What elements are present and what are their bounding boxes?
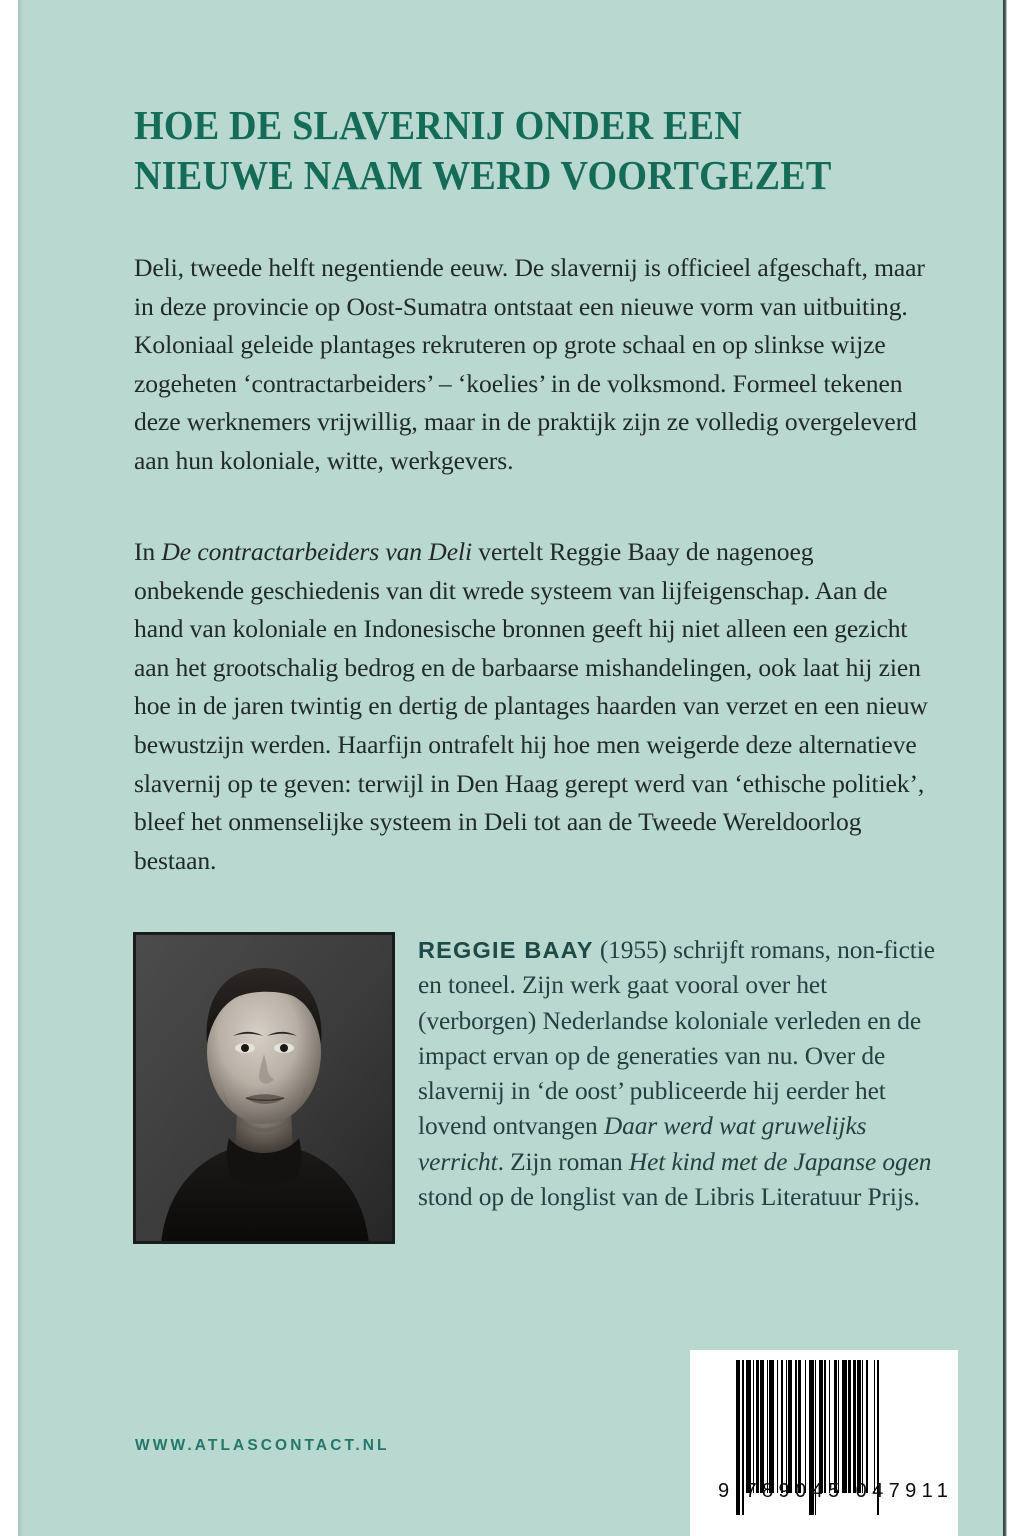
cover-panel	[18, 0, 1003, 1536]
blurb-paragraph-1-text: Deli, tweede helft negentiende eeuw. De slavernij is officieel afgeschaft, maar in deze provincie op Oost-Sumatra ontstaat een nieuwe vorm van uitbuiting. Koloniaal geleide plantages rekruteren op grote schaal en op slinkse wijze zogeheten ‘contractarbeiders’ – ‘koelies’ in de volksmond. Formeel tekenen deze werknemers vrijwillig, maar in de praktijk zijn ze volledig overgeleverd aan hun koloniale, witte, werkgevers.	[134, 253, 925, 475]
author-bio	[418, 933, 938, 1215]
blurb-paragraph-1	[134, 249, 929, 481]
barcode-bars	[736, 1360, 882, 1493]
left-fold-shadow	[18, 0, 23, 1536]
book-title-italic: De contractarbeiders van Deli	[161, 537, 472, 566]
author-bio-text-2: . Zijn roman	[497, 1147, 629, 1176]
author-bio-text-3: stond op de longlist van de Libris Literatuur Prijs.	[418, 1183, 920, 1212]
barcode-space	[879, 1360, 883, 1493]
page-title	[134, 100, 869, 200]
barcode	[690, 1350, 958, 1536]
right-white-margin	[1007, 0, 1024, 1536]
author-bio-text-1: (1955) schrijft romans, non-fictie en toneel. Zijn werk gaat vooral over het (verborgen) Nederlandse koloniale verleden en de impact ervan op de generaties van nu. Over de slavernij in ‘de oost’ publiceerde hij eerder het lovend ontvangen	[418, 936, 935, 1141]
page-title-line-1: HOE DE SLAVERNIJ ONDER EEN	[134, 102, 743, 148]
blurb-intro-text: In	[134, 537, 162, 566]
barcode-digits: 9 789045 047911	[718, 1480, 954, 1502]
blurb-paragraph-2	[134, 533, 929, 880]
blurb-paragraph-2-text: vertelt Reggie Baay de nagenoeg onbekende geschiedenis van dit wrede systeem van lijfeigenschap. Aan de hand van koloniale en Indonesische bronnen geeft hij niet alleen een gezicht aan het grootschalig bedrog en de barbaarse mishandelingen, ook laat hij zien hoe in de jaren twintig en dertig de plantages haarden van verzet en een nieuw bewustzijn werden. Haarfijn ontrafelt hij hoe men weigerde deze alternatieve slavernij op te geven: terwijl in Den Haag gerept werd van ‘ethische politiek’, bleef het onmenselijke systeem in Deli tot aan de Tweede Wereldoorlog bestaan.	[134, 537, 928, 875]
author-book-title-1: Daar werd wat gruwelijks verricht	[418, 1112, 867, 1176]
author-name: REGGIE BAAY	[418, 937, 594, 963]
author-photo	[133, 932, 395, 1244]
author-book-title-2: Het kind met de Japanse ogen	[628, 1147, 932, 1176]
page-title-line-2: NIEUWE NAAM WERD VOORTGEZET	[134, 152, 832, 198]
publisher-website[interactable]: WWW.ATLASCONTACT.NL	[135, 1437, 390, 1454]
